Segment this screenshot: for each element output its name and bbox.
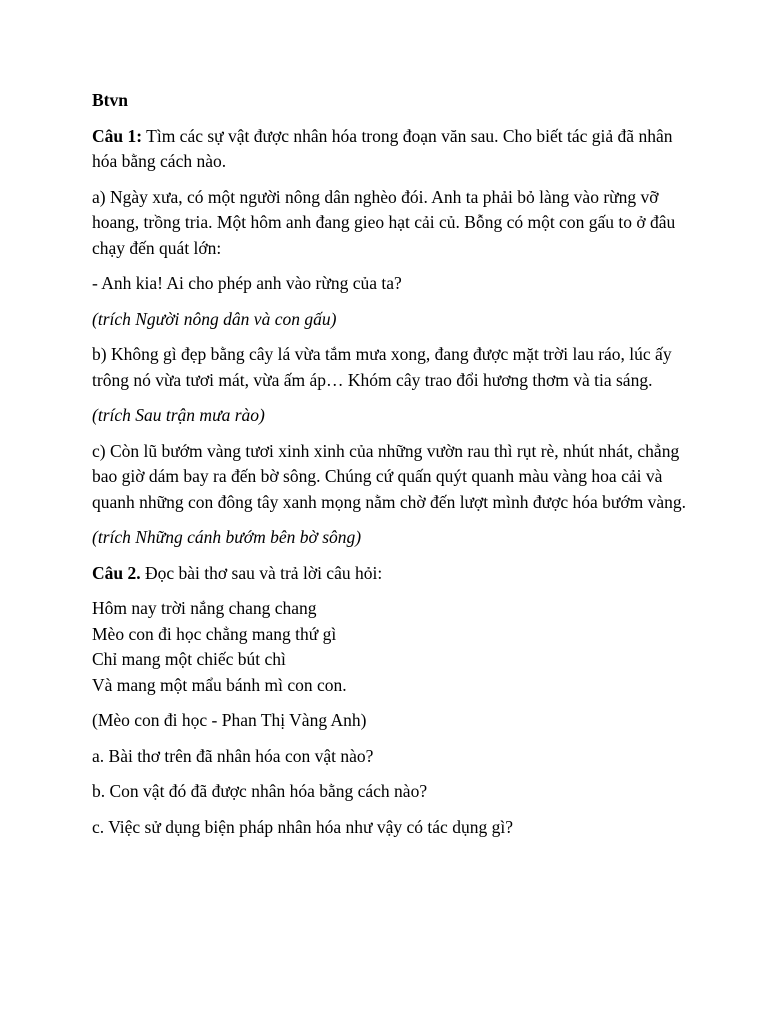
question-1: [92, 124, 692, 175]
question-2-label: Câu 2.: [92, 562, 141, 583]
passage-b: b) Không gì đẹp bằng cây lá vừa tắm mưa xong, đang được mặt trời lau ráo, lúc ấy trông nó vừa tươi mát, vừa ấm áp… Khóm cây trao đổi hương thơm và tia sáng.: [92, 344, 672, 390]
question-2b: b. Con vật đó đã được nhân hóa bằng cách nào?: [92, 781, 428, 801]
passage-c: c) Còn lũ bướm vàng tươi xinh xinh của những vườn rau thì rụt rè, nhút nhát, chẳng bao giờ dám bay ra đến bờ sông. Chúng cứ quấn quýt quanh màu vàng hoa cải và quanh những con đông tây xanh mọng nằm chờ đến lượt mình được hóa bướm vàng.: [92, 440, 687, 512]
passage-a-dialogue: - Anh kia! Ai cho phép anh vào rừng của ta?: [92, 273, 402, 293]
question-2-text: Đọc bài thơ sau và trả lời câu hỏi:: [140, 562, 383, 583]
document-title: Btvn: [92, 90, 128, 110]
question-2: [92, 561, 692, 587]
passage-a: a) Ngày xưa, có một người nông dân nghèo đói. Anh ta phải bỏ làng vào rừng vỡ hoang, trồng tria. Một hôm anh đang gieo hạt cải củ. Bỗng có một con gấu to ở đâu chạy đến quát lớn:: [92, 186, 676, 258]
poem-line: Chỉ mang một chiếc bút chì: [92, 649, 286, 669]
question-2a: a. Bài thơ trên đã nhân hóa con vật nào?: [92, 745, 374, 766]
poem-line: Hôm nay trời nắng chang chang: [92, 598, 317, 618]
poem-line: Mèo con đi học chẳng mang thứ gì: [92, 623, 337, 644]
passage-b-source: (trích Sau trận mưa rào): [92, 405, 265, 425]
passage-c-source: (trích Những cánh bướm bên bờ sông): [92, 527, 362, 547]
passage-a-source: (trích Người nông dân và con gấu): [92, 308, 337, 329]
poem-source: (Mèo con đi học - Phan Thị Vàng Anh): [92, 710, 367, 730]
question-1-text: Tìm các sự vật được nhân hóa trong đoạn văn sau. Cho biết tác giả đã nhân hóa bằng cách nào.: [92, 125, 673, 171]
document-page: [92, 88, 692, 850]
question-2c: c. Việc sử dụng biện pháp nhân hóa như vậy có tác dụng gì?: [92, 816, 513, 837]
poem: [92, 596, 692, 698]
question-1-label: Câu 1:: [92, 125, 143, 146]
poem-line: Và mang một mẩu bánh mì con con.: [92, 674, 347, 695]
